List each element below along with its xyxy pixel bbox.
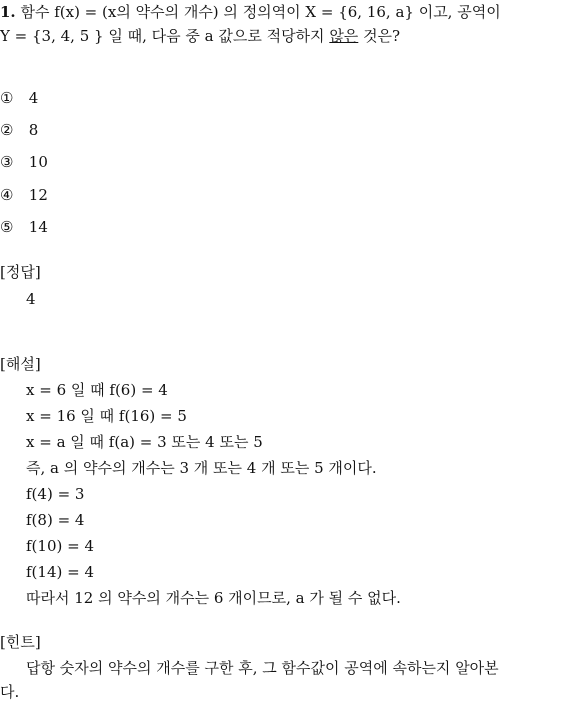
question-line-2: [0, 26, 400, 46]
explanation-line-9: 따라서 12 의 약수의 개수는 6 개이므로, a 가 될 수 없다.: [26, 589, 401, 607]
hint-heading: [힌트]: [0, 633, 41, 651]
question-number: 1.: [0, 3, 16, 21]
choice-4-value: 12: [28, 186, 48, 204]
explanation-line-6: f(8) = 4: [26, 511, 85, 529]
explanation-line-1: x = 6 일 때 f(6) = 4: [26, 381, 168, 399]
choice-2-mark: ②: [0, 121, 14, 139]
question-line-1: [0, 2, 501, 22]
hint-line-2: 다.: [0, 683, 20, 701]
choice-5[interactable]: [0, 217, 48, 237]
choice-3[interactable]: [0, 152, 48, 172]
explanation-line-3: x = a 일 때 f(a) = 3 또는 4 또는 5: [26, 433, 263, 451]
explanation-line-7: f(10) = 4: [26, 537, 94, 555]
choice-3-value: 10: [28, 153, 48, 171]
choice-1-mark: ①: [0, 89, 14, 107]
choice-3-mark: ③: [0, 153, 14, 171]
choice-1-value: 4: [28, 89, 39, 107]
choice-2-value: 8: [28, 121, 39, 139]
question-text-2-post: 것은?: [358, 27, 401, 45]
question-text-2-underlined: 않은: [329, 27, 359, 45]
choice-2[interactable]: [0, 120, 38, 140]
explanation-line-5: f(4) = 3: [26, 485, 85, 503]
choice-5-value: 14: [28, 218, 48, 236]
explanation-heading: [해설]: [0, 355, 41, 373]
answer-heading: [정답]: [0, 263, 41, 281]
question-text-1: 함수 f(x) = (x의 약수의 개수) 의 정의역이 X = {6, 16, a} 이고, 공역이: [20, 3, 501, 21]
choice-4[interactable]: [0, 185, 48, 205]
explanation-line-2: x = 16 일 때 f(16) = 5: [26, 407, 187, 425]
choice-1[interactable]: [0, 88, 38, 108]
explanation-line-4: 즉, a 의 약수의 개수는 3 개 또는 4 개 또는 5 개이다.: [26, 459, 377, 477]
hint-line-1: 답항 숫자의 약수의 개수를 구한 후, 그 함수값이 공역에 속하는지 알아본: [26, 659, 499, 677]
choice-5-mark: ⑤: [0, 218, 14, 236]
answer-value: 4: [26, 290, 36, 308]
explanation-line-8: f(14) = 4: [26, 563, 94, 581]
question-text-2-pre: Y = {3, 4, 5 } 일 때, 다음 중 a 값으로 적당하지: [0, 27, 330, 45]
choice-4-mark: ④: [0, 186, 14, 204]
